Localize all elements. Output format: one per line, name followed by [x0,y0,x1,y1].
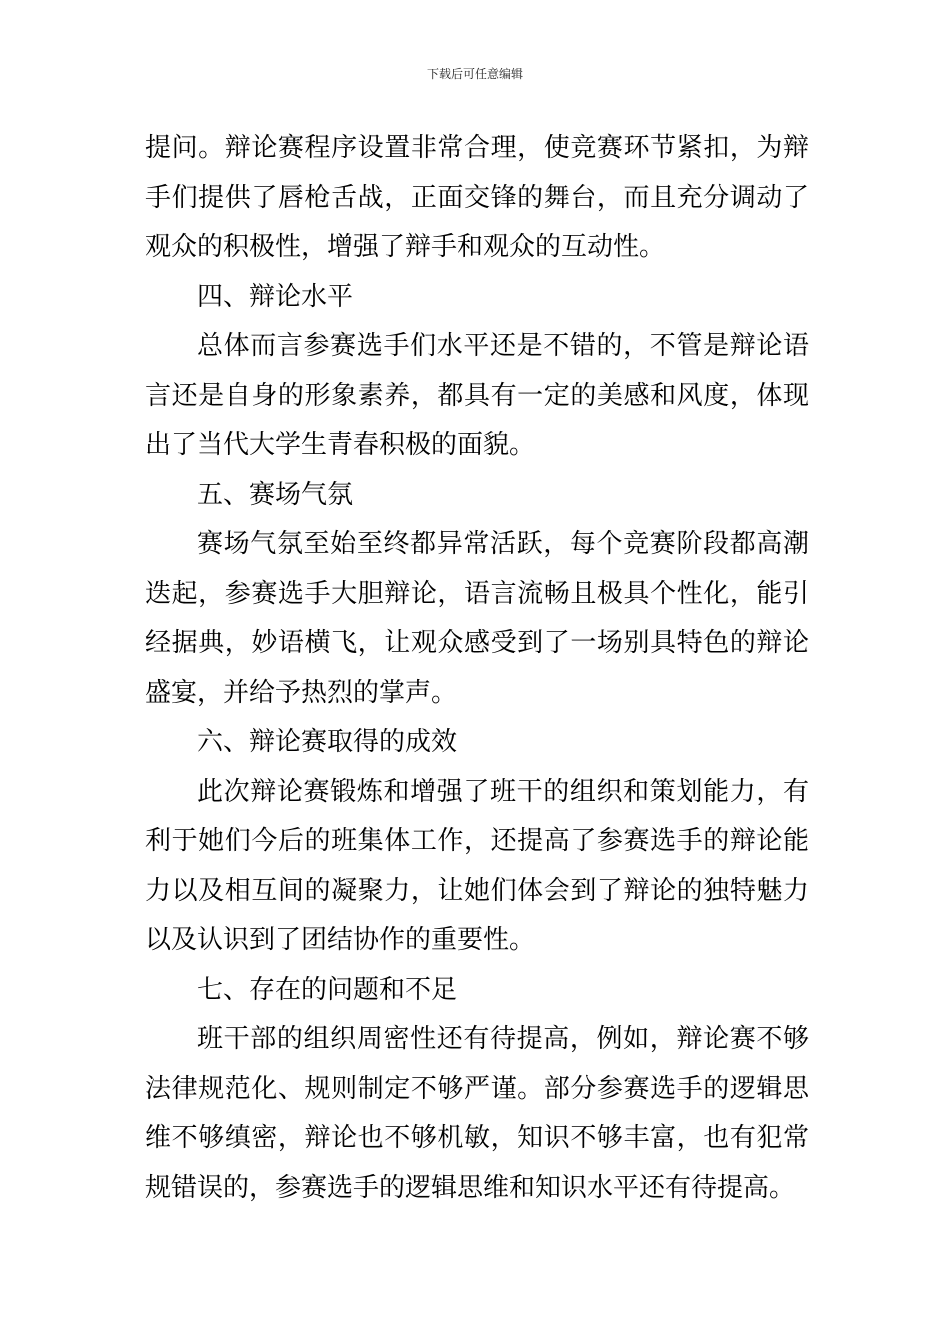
paragraph-line: 观众的积极性，增强了辩手和观众的互动性。 [145,232,666,262]
paragraph-line: 法律规范化、规则制定不够严谨。部分参赛选手的逻辑思 [145,1073,809,1104]
paragraph-line: 维不够缜密，辩论也不够机敏，知识不够丰富，也有犯常 [145,1123,809,1153]
document-body [145,124,809,1213]
section-heading-level-4: 四、辩论水平 [197,281,354,312]
paragraph-line: 规错误的，参赛选手的逻辑思维和知识水平还有待提高。 [145,1172,796,1203]
paragraph-line: 迭起，参赛选手大胆辩论，语言流畅且极具个性化，能引 [145,578,809,609]
paragraph-line: 提问。辩论赛程序设置非常合理，使竞赛环节紧扣，为辩 [145,133,809,163]
paragraph-line: 手们提供了唇枪舌战，正面交锋的舞台，而且充分调动了 [145,182,809,213]
page-header-note: 下载后可任意编辑 [426,67,523,81]
paragraph-line: 赛场气氛至始至终都异常活跃，每个竞赛阶段都高潮 [197,529,809,559]
paragraph-line: 出了当代大学生青春积极的面貌。 [145,430,536,460]
paragraph-line: 利于她们今后的班集体工作，还提高了参赛选手的辩论能 [145,826,809,856]
paragraph-line: 经据典，妙语横飞，让观众感受到了一场别具特色的辩论 [145,628,809,658]
paragraph-line: 言还是自身的形象素养，都具有一定的美感和风度，体现 [145,380,809,411]
paragraph-line: 此次辩论赛锻炼和增强了班干的组织和策划能力，有 [197,776,809,807]
paragraph-line: 力以及相互间的凝聚力，让她们体会到了辩论的独特魅力 [145,875,809,906]
paragraph-line: 盛宴，并给予热烈的掌声。 [145,677,458,708]
section-heading-atmosphere: 五、赛场气氛 [197,479,354,510]
paragraph-line: 总体而言参赛选手们水平还是不错的，不管是辩论语 [197,331,809,361]
paragraph-line: 班干部的组织周密性还有待提高，例如，辩论赛不够 [197,1024,809,1054]
section-heading-results: 六、辩论赛取得的成效 [197,727,458,757]
paragraph-line: 以及认识到了团结协作的重要性。 [145,925,536,955]
section-heading-problems: 七、存在的问题和不足 [197,974,458,1005]
